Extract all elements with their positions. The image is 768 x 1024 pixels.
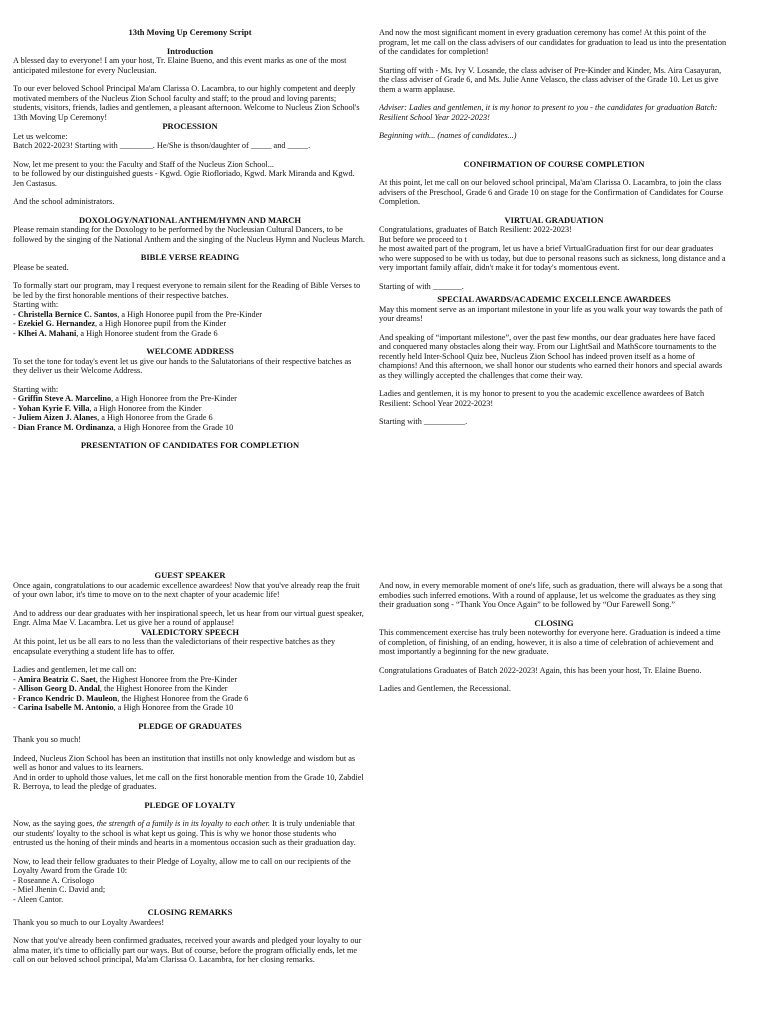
valedictorian-name: Carina Isabelle M. Antonio <box>17 703 114 712</box>
special-awards-paragraph-2: And speaking of “important milestone”, over the past few months, our dear graduates here have faced and conquered many obstacles along their way. From our LightSail and MathScore tournaments to the recently held Inter-School Quiz bee, Nucleus Zion School has indeed proven itself as a home of champions! And this afternoon, we shall honor our students who earned their honors and special awards as they willingly accepted the challenges that come their way. <box>379 332 723 380</box>
valedictory-paragraph: At this point, let us be all ears to no less than the valedictorians of their respective batches as they encapsulate everything a student life has to offer. <box>13 637 336 656</box>
loyalty-awardee-list <box>13 876 367 905</box>
speaker-detail: , a High Honoree from the Grade 6 <box>97 413 213 422</box>
closing-recessional: Ladies and Gentlemen, the Recessional. <box>379 684 511 693</box>
bible-reading-paragraph: To formally start our program, may I request everyone to remain silent for the Reading of Bible Verses to be led by the first honorable mentions of their respective batches. <box>13 281 361 300</box>
script-page-1 <box>13 28 367 518</box>
virtual-before-line: But before we proceed to t <box>379 234 467 244</box>
list-item: - Christella Bernice C. Santos, a High Honoree pupil from the Pre-Kinder <box>13 309 263 319</box>
list-item: - Dian France M. Ordinanza, a High Honoree from the Grade 10 <box>13 422 234 432</box>
special-awards-paragraph-1: May this moment serve as an important milestone in your life as you walk your way towards the path of your dreams! <box>379 304 723 323</box>
welcome-address-starting: Starting with: <box>13 384 59 394</box>
valedictorian-name: Allison Georg D. Andal <box>17 684 100 693</box>
valedictory-heading: VALEDICTORY SPEECH <box>140 626 240 637</box>
speaker-name: Dian France M. Ordinanza <box>17 422 114 432</box>
bible-reading-seated: Please be seated. <box>13 262 69 272</box>
pledge-loyalty-heading: PLEDGE OF LOYALTY <box>144 799 236 810</box>
special-awards-heading: SPECIAL AWARDS/ACADEMIC EXCELLENCE AWARDEES <box>437 294 671 304</box>
speaker-detail: , a High Honoree from the Pre-Kinder <box>111 394 237 403</box>
document-title: 13th Moving Up Ceremony Script <box>128 28 252 37</box>
advisers-paragraph: Starting off with - Ms. Ivy V. Losande, the class adviser of Pre-Kinder and Kinder, Ms. Aira Casayuran, the class adviser of Grade 6, and Ms. Julie Anne Velasco, the class adviser of the Grade 10. Let us give them a warm applause. <box>379 65 722 94</box>
pledge-graduates-heading: PLEDGE OF GRADUATES <box>138 720 242 731</box>
bible-reading-heading: BIBLE VERSE READING <box>140 252 240 262</box>
bible-reading-starting: Starting with: <box>13 300 59 309</box>
welcome-speaker-list <box>13 394 367 432</box>
pledge-loyalty-intro: Now, as the saying goes, <box>13 819 97 828</box>
confirmation-paragraph: At this point, let me call on our beloved school principal, Ma'am Clarissa O. Lacambra, to join the class advisers of the Preschool, Grade 6 and Grade 10 on stage for the Confirmation of Candidates for Course Completion. <box>379 178 724 206</box>
script-page-2 <box>379 28 729 518</box>
presentation-paragraph: And now the most significant moment in every graduation ceremony has come! At this point of the program, let me call on the class advisers of our candidates for graduation to lead us into the presentation of the candidates for completion! <box>379 28 727 56</box>
speaker-detail: , a High Honoree from the Kinder <box>89 403 202 413</box>
closing-remarks-heading: CLOSING REMARKS <box>147 907 233 917</box>
list-item: - Allison Georg D. Andal, the Highest Honoree from the Kinder <box>13 684 228 693</box>
reader-detail: , a High Honoree pupil from the Kinder <box>95 319 227 328</box>
procession-faculty-line: Now, let me present to you: the Faculty and Staff of the Nucleus Zion School... <box>13 159 274 169</box>
procession-heading: PROCESSION <box>162 121 218 131</box>
speaker-name: Juliem Aizen J. Alanes <box>17 413 98 422</box>
list-item: - Amira Beatriz C. Saet, the Highest Honoree from the Pre-Kinder <box>13 674 238 684</box>
valedictorian-detail: , the Highest Honoree from the Grade 6 <box>117 693 249 703</box>
pledge-loyalty-body: It is truly undeniable that our students' loyalty to the school is what kept us going. This is why we honor those students who entrusted us the honing of their minds and hearts in a momentous occasion such as their graduation day. <box>13 819 356 847</box>
closing-remarks-paragraph: Now that you've already been confirmed graduates, received your awards and pledged your loyalty to our alma mater, it's time to officially part our ways. But of course, before the program officially ends, let me call on our beloved school principal, Ma'am Clarissa O. Lacambra, for her closing remarks. <box>13 936 362 964</box>
virtual-starting: Starting of with _______. <box>379 281 464 291</box>
closing-paragraph-2: Congratulations Graduates of Batch 2022-2023! Again, this has been your host, Tr. Elaine Bueno. <box>379 665 702 675</box>
welcome-address-paragraph: To set the tone for today's event let us give our hands to the Salutatorians of their respective batches as they deliver us their Welcome Address. <box>13 356 352 375</box>
closing-heading: CLOSING <box>534 617 574 628</box>
speaker-name: Griffin Steve A. Marcelino <box>17 394 112 403</box>
list-item: - Yohan Kyrie F. Villa, a High Honoree from the Kinder <box>13 403 202 413</box>
pledge-loyalty-paragraph <box>13 819 367 848</box>
adviser-line: Adviser: Ladies and gentlemen, it is my honor to present to you - the candidates for graduation Batch: Resilient School Year 2022-2023! <box>379 103 718 122</box>
guest-speaker-paragraph-1: Once again, congratulations to our academic excellence awardees! Now that you've already reap the fruit of your own labor, it's time to move on to the next chapter of your academic life! <box>13 580 360 599</box>
list-item: - Miel Jhenin C. David and; <box>13 885 106 894</box>
virtual-graduation-heading: VIRTUAL GRADUATION <box>504 214 604 225</box>
reader-name: Christella Bernice C. Santos <box>17 309 118 319</box>
closing-paragraph-1: This commencement exercise has truly been noteworthy for everyone here. Graduation is indeed a time of completion, of finishing, of an ending, however, it is also a time of celebration of achievement and most importantly a beginning for the new graduate. <box>379 628 721 656</box>
valedictorian-name: Franco Kendric D. Mauleon <box>17 693 118 703</box>
doxology-paragraph: Please remain standing for the Doxology to be performed by the Nucleusian Cultural Dancers, to be followed by the singing of the National Anthem and the singing of the Nucleus Hymn and Nucleus March. <box>13 225 365 244</box>
speaker-detail: , a High Honoree from the Grade 10 <box>113 422 234 432</box>
list-item: - Roseanne A. Crisologo <box>13 875 95 885</box>
guest-speaker-paragraph-2: And to address our dear graduates with her inspirational speech, let us hear from our virtual guest speaker, Engr. Alma Mae V. Lacambra. Let us give her a round of applause! <box>13 608 364 627</box>
valedictorian-detail: , the Highest Honoree from the Pre-Kinder <box>95 674 238 684</box>
valedictorian-detail: , a High Honoree from the Grade 10 <box>113 703 234 712</box>
introduction-heading: Introduction <box>166 45 214 56</box>
special-awards-paragraph-3: Ladies and gentlemen, it is my honor to present to you the academic excellence awardees of Batch Resilient: School Year 2022-2023! <box>379 389 705 408</box>
list-item: - Aleen Cantor. <box>13 894 64 904</box>
script-page-3 <box>13 571 367 1024</box>
list-item: - Griffin Steve A. Marcelino, a High Honoree from the Pre-Kinder <box>13 394 237 403</box>
virtual-paragraph: he most awaited part of the program, let us have a brief VirtualGraduation first for our dear graduates who were supposed to be with us today, but due to personal reasons such as sickness, long distance and a very important family affair, didn't make it for today's momentous event. <box>379 244 726 272</box>
welcome-address-heading: WELCOME ADDRESS <box>146 346 234 356</box>
valedictorian-detail: , the Highest Honoree from the Kinder <box>99 684 228 693</box>
reader-name: Klhei A. Mahani <box>17 328 77 338</box>
list-item: - Juliem Aizen J. Alanes, a High Honoree from the Grade 6 <box>13 413 213 422</box>
valedictory-call: Ladies and gentlemen, let me call on: <box>13 665 137 674</box>
procession-guests-line: to be followed by our distinguished guests - Kgwd. Ogie Riofloriado, Kgwd. Mark Miranda and Kgwd. Jen Castasus. <box>13 169 355 188</box>
reader-detail: , a High Honoree pupil from the Pre-Kinder <box>117 309 263 319</box>
presentation-heading: PRESENTATION OF CANDIDATES FOR COMPLETION <box>80 440 300 450</box>
bible-reader-list <box>13 310 367 339</box>
closing-remarks-thanks: Thank you so much to our Loyalty Awardees! <box>13 917 165 927</box>
list-item: - Ezekiel G. Hernandez, a High Honoree pupil from the Kinder <box>13 319 227 328</box>
pledge-loyalty-quote: the strength of a family is in its loyalty to each other. <box>96 819 270 828</box>
valedictorian-name: Amira Beatriz C. Saet <box>17 674 96 684</box>
reader-name: Ezekiel G. Hernandez <box>17 319 96 328</box>
guest-speaker-heading: GUEST SPEAKER <box>154 571 226 580</box>
list-item: - Klhei A. Mahani, a High Honoree student from the Grade 6 <box>13 328 218 338</box>
pledge-graduates-thanks: Thank you so much! <box>13 735 82 744</box>
procession-batch-line: Batch 2022-2023! Starting with ________. He/She is thson/daughter of _____ and _____. <box>13 141 311 150</box>
introduction-paragraph-2: To our ever beloved School Principal Ma'am Clarissa O. Lacambra, to our highly competent and deeply motivated members of the Nucleus Zion School faculty and staff; to the proud and loving parents; students, visitors, friends, ladies and gentlemen, a pleasant afternoon. Welcome to Nucleus Zion School's 13th Moving Up Ceremony! <box>13 84 360 122</box>
list-item: - Franco Kendric D. Mauleon, the Highest Honoree from the Grade 6 <box>13 693 249 703</box>
list-item: - Carina Isabelle M. Antonio, a High Honoree from the Grade 10 <box>13 703 234 712</box>
pledge-graduates-paragraph-a: Indeed, Nucleus Zion School has been an institution that instills not only knowledge and wisdom but as well as honor and values to its learners. <box>13 753 356 772</box>
pledge-graduates-paragraph-b: And in order to uphold those values, let me call on the first honorable mention from the Grade 10, Zabdiel R. Berroya, to lead the pledge of graduates. <box>13 772 364 791</box>
reader-detail: , a High Honoree student from the Grade 6 <box>76 328 218 338</box>
speaker-name: Yohan Kyrie F. Villa <box>17 403 90 413</box>
script-page-4 <box>379 581 729 741</box>
graduation-song-paragraph: And now, in every memorable moment of one's life, such as graduation, there will always be a song that embodies such inferred emotions. With a round of applause, let us welcome the graduates as they sing their graduation song - “Thank You Once Again” to be followed by “Our Farewell Song.” <box>379 581 723 609</box>
procession-administrators: And the school administrators. <box>13 197 115 206</box>
confirmation-heading: CONFIRMATION OF COURSE COMPLETION <box>463 158 645 169</box>
valedictorian-list <box>13 675 367 713</box>
introduction-paragraph-1: A blessed day to everyone! I am your host, Tr. Elaine Bueno, and this event marks as one of the most anticipated milestone for every Nucleusian. <box>13 56 347 75</box>
beginning-line: Beginning with... (names of candidates...) <box>379 131 517 140</box>
procession-welcome-line: Let us welcome: <box>13 131 68 141</box>
pledge-loyalty-call: Now, to lead their fellow graduates to their Pledge of Loyalty, allow me to call on our recipients of the Loyalty Award from the Grade 10: <box>13 856 351 875</box>
special-awards-starting: Starting with __________. <box>379 417 468 426</box>
doxology-heading: DOXOLOGY/NATIONAL ANTHEM/HYMN AND MARCH <box>78 214 302 225</box>
virtual-congrats-line: Congratulations, graduates of Batch Resilient: 2022-2023! <box>379 225 572 234</box>
